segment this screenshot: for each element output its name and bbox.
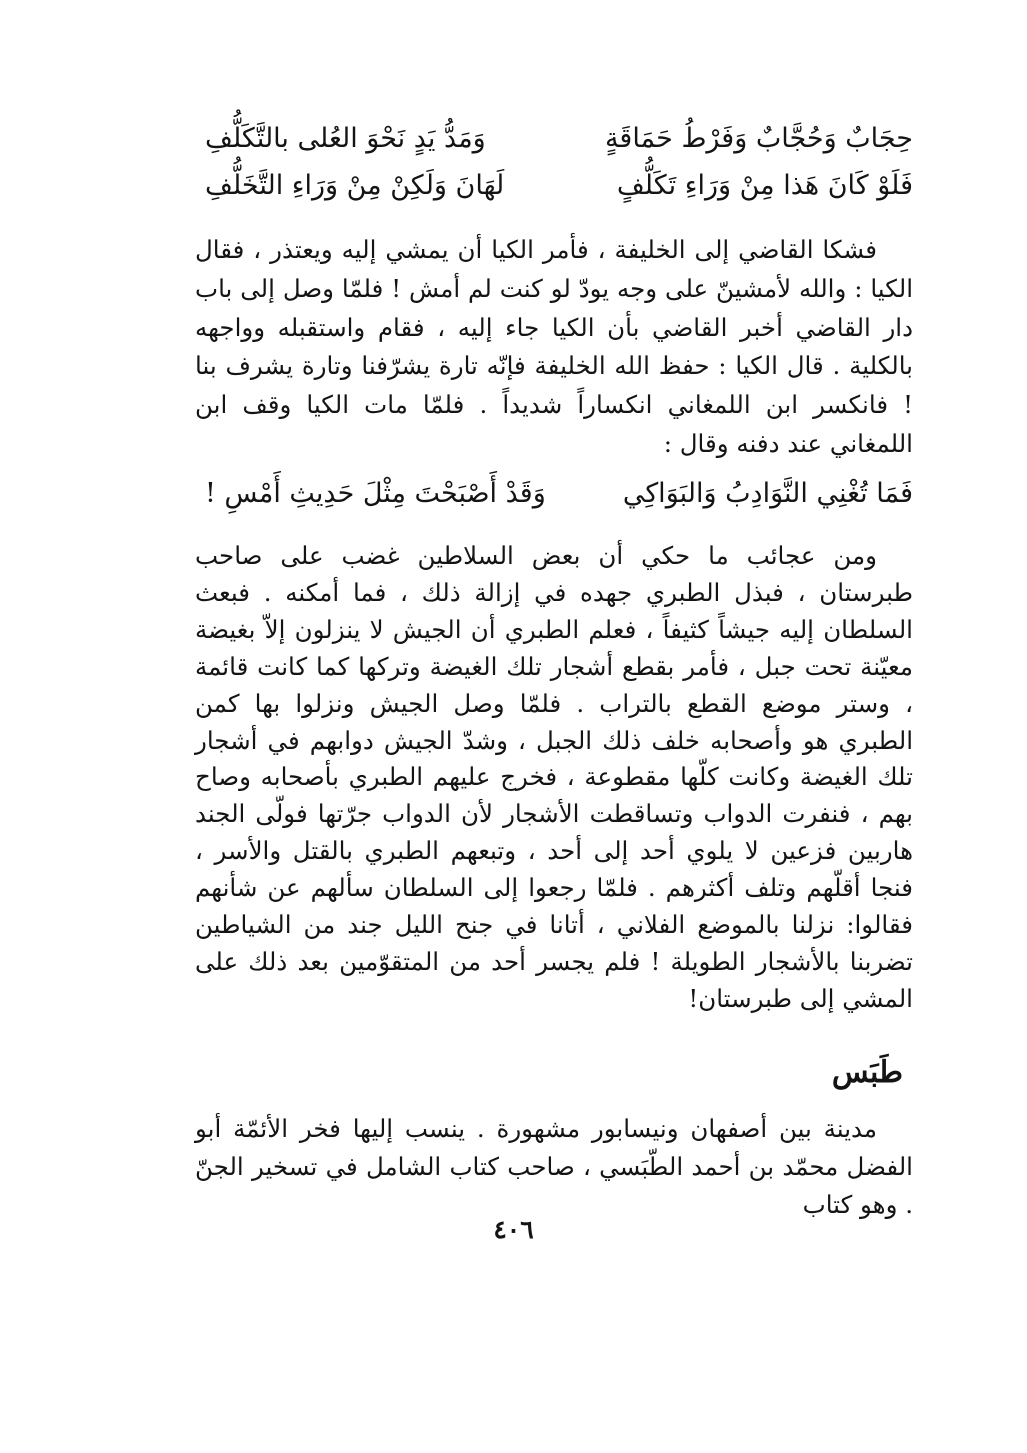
paragraph-complaint: فشكا القاضي إلى الخليفة ، فأمر الكيا أن يمشي إليه ويعتذر ، فقال الكيا : والله لأمشينّ على وجه يودّ لو كنت لم أمش ! فلمّا وصل إلى باب دار القاضي أخبر القاضي بأن الكيا جاء إليه ، فقام واستقبله وواجهه بالكلية . قال الكيا : حفظ الله الخليفة فإنّه تارة يشرّفنا وتارة يشرف بنا ! فانكسر ابن اللمغاني انكساراً شديداً . فلمّا مات الكيا وقف ابن اللمغاني عند دفنه وقال : xyxy=(195,235,913,458)
page-number: ٤٠٦ xyxy=(493,1215,534,1244)
first-hemistich: فَلَوْ كَانَ هَذا مِنْ وَرَاءِ تَكَلُّفٍ xyxy=(616,170,913,201)
second-hemistich: وَمَدُّ يَدٍ نَحْوَ العُلى بالتَّكَلُّفِ xyxy=(205,123,486,154)
first-hemistich: حِجَابٌ وَحُجَّابٌ وَفَرْطُ حَمَاقَةٍ xyxy=(604,123,913,154)
paragraph-tabas-entry: مدينة بين أصفهان ونيسابور مشهورة . ينسب إليها فخر الأئمّة أبو الفضل محمّد بن أحمد الطّبَسي ، صاحب كتاب الشامل في تسخير الجنّ . وهو كتاب xyxy=(195,1114,913,1219)
second-hemistich: لَهَانَ وَلَكِنْ مِنْ وَرَاءِ التَّخَلُّفِ xyxy=(205,170,505,201)
first-hemistich: فَمَا تُغْنِي النَّوَادِبُ وَالبَوَاكِي xyxy=(622,478,913,509)
poem-verse-elegy xyxy=(205,474,913,514)
second-hemistich: وَقَدْ أَصْبَحْتَ مِثْلَ حَدِيثِ أَمْسِ ! xyxy=(205,478,546,509)
poem-verse xyxy=(205,119,913,159)
paragraph-tabari-story: ومن عجائب ما حكي أن بعض السلاطين غضب على صاحب طبرستان ، فبذل الطبري جهده في إزالة ذلك ، فما أمكنه . فبعث السلطان إليه جيشاً كثيفاً ، فعلم الطبري أن الجيش لا ينزلون إلاّ بغيضة معيّنة تحت جبل ، فأمر بقطع أشجار تلك الغيضة وتركها كما كانت قائمة ، وستر موضع القطع بالتراب . فلمّا وصل الجيش ونزلوا بها كمن الطبري هو وأصحابه خلف ذلك الجبل ، وشدّ الجيش دوابهم في أشجار تلك الغيضة وكانت كلّها مقطوعة ، فخرج عليهم الطبري بأصحابه وصاح بهم ، فنفرت الدواب وتساقطت الأشجار لأن الدواب جرّتها فولّى الجند هاربين فزعين لا يلوي أحد إلى أحد ، وتبعهم الطبري بالقتل والأسر ، فنجا أقلّهم وتلف أكثرهم . فلمّا رجعوا إلى السلطان سألهم عن شأنهم فقالوا: نزلنا بالموضع الفلاني ، أتانا في جنح الليل جند من الشياطين تضربنا بالأشجار الطويلة ! فلم يجسر أحد من المتقوّمين بعد ذلك على المشي إلى طبرستان! xyxy=(195,541,913,1013)
entry-heading: طَبَس xyxy=(831,1055,903,1090)
poem-verse xyxy=(205,166,913,206)
